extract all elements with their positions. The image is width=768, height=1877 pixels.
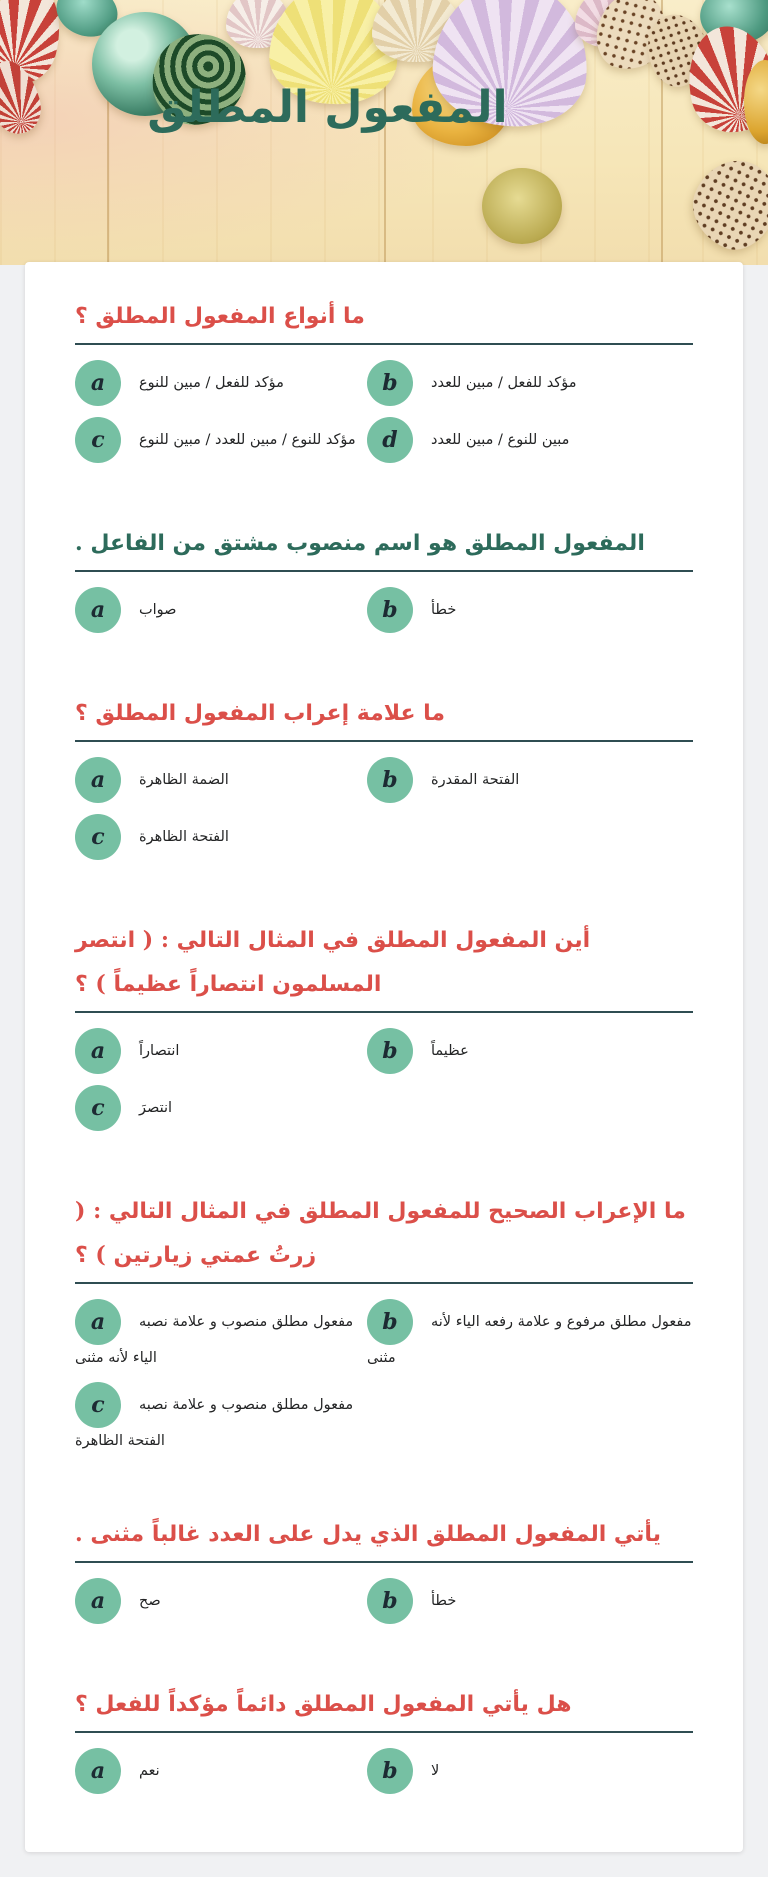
option-letter: a [90,767,106,793]
options-grid [75,587,693,633]
seashell-decoration [482,168,562,244]
option-letter: b [382,1758,398,1785]
option-letter-badge[interactable] [367,757,413,803]
option-text: عظيماً [431,1042,469,1059]
option-text: نعم [139,1763,160,1780]
answer-option[interactable] [75,1085,367,1131]
option-letter-badge[interactable] [367,1299,413,1345]
option-letter: c [91,1095,105,1121]
options-grid [75,1748,693,1794]
answer-option[interactable] [367,1028,693,1074]
answer-option[interactable] [75,1578,367,1624]
option-text: مؤكد للفعل / مبين للعدد [431,374,577,391]
divider [75,1011,693,1013]
option-text: صح [139,1593,161,1610]
answer-option[interactable] [367,360,693,406]
option-text: خطأ [431,601,457,618]
divider [75,1282,693,1284]
answer-option[interactable] [75,757,367,803]
option-letter-badge[interactable] [75,1085,121,1131]
answer-option[interactable] [367,1748,693,1794]
answer-option[interactable] [367,757,693,803]
question-block [75,521,693,633]
question-title: هل يأتي المفعول المطلق دائماً مؤكداً للفعل ؟ [75,1691,572,1718]
option-letter-badge[interactable] [367,360,413,406]
option-text: الفتحة المقدرة [431,771,520,788]
option-text: انتصاراً [139,1042,180,1059]
question-block [75,1682,693,1794]
option-letter-badge[interactable] [75,417,121,463]
options-grid [75,1028,693,1131]
option-letter-badge[interactable] [367,1748,413,1794]
question-title: المفعول المطلق هو اسم منصوب مشتق من الفاعل . [75,530,645,556]
option-text: لا [431,1763,440,1780]
option-text: انتصرَ [139,1099,173,1116]
header-image [0,0,768,265]
divider [75,1731,693,1733]
option-letter-badge[interactable] [75,1028,121,1074]
quiz-card [25,262,743,1852]
option-text: مؤكد للفعل / مبين للنوع [139,374,284,391]
answer-option[interactable] [75,814,367,860]
question-title: ما أنواع المفعول المطلق ؟ [75,303,365,329]
option-letter-badge[interactable] [75,757,121,803]
answer-option[interactable] [75,1299,367,1371]
option-letter-badge[interactable] [75,1382,121,1428]
divider [75,1561,693,1563]
option-text: مؤكد للنوع / مبين للعدد / مبين للنوع [139,431,356,448]
option-letter: a [90,1309,106,1335]
option-letter: a [90,370,106,396]
option-letter-badge[interactable] [75,1748,121,1794]
question-block [75,691,693,860]
answer-option[interactable] [367,417,693,463]
question-title: ما علامة إعراب المفعول المطلق ؟ [75,700,446,726]
answer-option[interactable] [75,587,367,633]
option-letter: a [90,597,106,623]
option-letter-badge[interactable] [367,1028,413,1074]
question-title: أين المفعول المطلق في المثال التالي : ( انتصر المسلمون انتصاراً عظيماً ) ؟ [75,927,591,997]
answer-option[interactable] [75,1748,367,1794]
option-letter-badge[interactable] [75,360,121,406]
answer-option[interactable] [75,1028,367,1074]
option-text: مفعول مطلق منصوب و علامة نصبه الياء لأنه مثنى [75,1313,354,1366]
option-letter-badge[interactable] [367,587,413,633]
option-letter: d [382,427,398,453]
option-letter: a [90,1588,106,1615]
option-text: صواب [139,601,177,618]
option-text: خطأ [431,1593,457,1610]
option-letter: a [90,1758,106,1785]
question-block [75,1512,693,1624]
option-letter-badge[interactable] [75,587,121,633]
divider [75,570,693,572]
question-title: يأتي المفعول المطلق الذي يدل على العدد غالباً مثنى . [75,1521,661,1548]
seashell-decoration [679,147,768,261]
option-letter: b [382,1038,398,1064]
option-letter-badge[interactable] [75,814,121,860]
option-letter-badge[interactable] [367,417,413,463]
option-letter: c [91,427,105,453]
option-text: الفتحة الظاهرة [139,828,229,845]
option-text: مفعول مطلق مرفوع و علامة رفعه الياء لأنه مثنى [367,1313,692,1366]
answer-option[interactable] [367,587,693,633]
answer-option[interactable] [367,1299,693,1371]
option-text: الضمة الظاهرة [139,771,229,788]
option-letter-badge[interactable] [367,1578,413,1624]
option-letter: b [382,1309,398,1335]
option-letter-badge[interactable] [75,1578,121,1624]
option-letter-badge[interactable] [75,1299,121,1345]
options-grid [75,757,693,860]
options-grid [75,360,693,463]
option-text: مبين للنوع / مبين للعدد [431,431,570,448]
option-letter: a [90,1038,106,1064]
options-grid [75,1578,693,1624]
option-letter: c [91,824,105,850]
answer-option[interactable] [367,1578,693,1624]
option-text: مفعول مطلق منصوب و علامة نصبه الفتحة الظاهرة [75,1397,354,1450]
options-grid [75,1299,693,1454]
question-title: ما الإعراب الصحيح للمفعول المطلق في المثال التالي : ( زرتُ عمتي زيارتين ) ؟ [75,1198,686,1268]
divider [75,343,693,345]
option-letter: b [382,370,398,396]
question-block [75,1189,693,1454]
question-block [75,294,693,463]
answer-option[interactable] [75,417,367,463]
question-block [75,918,693,1131]
answer-option[interactable] [75,360,367,406]
option-letter: b [382,1588,398,1615]
option-letter: b [382,597,398,623]
answer-option[interactable] [75,1382,367,1454]
option-letter: b [382,767,398,793]
option-letter: c [91,1392,105,1419]
page-title: المفعول المطلق [147,82,508,133]
divider [75,740,693,742]
